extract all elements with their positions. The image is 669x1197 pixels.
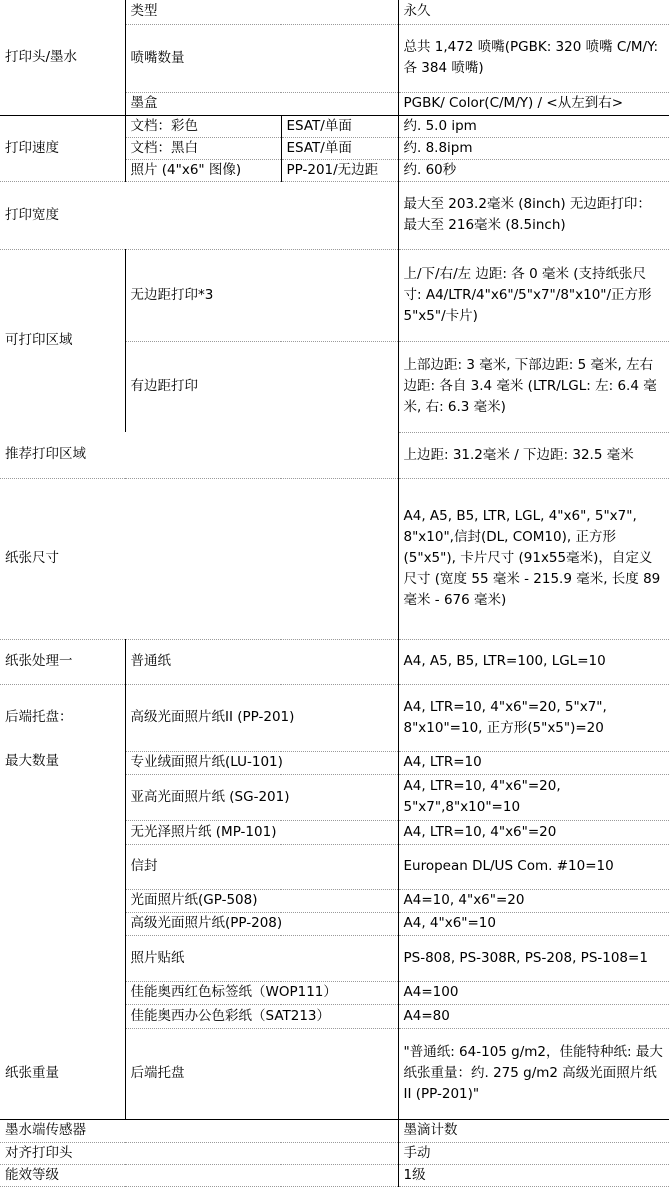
- handling-name-8: 照片贴纸: [125, 935, 398, 981]
- cell-speed-bw-value: 约. 8.8ipm: [398, 137, 669, 159]
- table-row: [0, 0, 669, 24]
- cell-speed-color-value: 约. 5.0 ipm: [398, 115, 669, 137]
- cell-weight-value: "普通纸: 64-105 g/m2，佳能特种纸: 最大纸张重量：约. 275 g/m2 高级光面照片纸 II (PP-201)": [398, 1028, 669, 1119]
- handling-name-4: 无光泽照片纸 (MP-101): [125, 820, 398, 844]
- cell-bordered-value: 上部边距: 3 毫米, 下部边距: 5 毫米, 左右边距: 各自 3.4 毫米 (LTR/LGL: 左: 6.4 毫米, 右: 6.3 毫米): [398, 341, 669, 432]
- cell-nozzle-value: 总共 1,472 喷嘴(PGBK: 320 喷嘴 C/M/Y: 各 384 喷嘴): [398, 24, 669, 92]
- table-row: [0, 181, 669, 249]
- row-label-recommended: 推荐打印区域: [0, 432, 398, 478]
- cell-speed-color-mode: ESAT/单面: [281, 115, 398, 137]
- table-row: [0, 478, 669, 639]
- handling-value-7: A4, 4"x6"=10: [398, 912, 669, 935]
- cell-energy-value: 1级: [398, 1164, 669, 1186]
- row-label-area: 可打印区域: [0, 249, 125, 432]
- cell-speed-photo-mode: PP-201/无边距: [281, 159, 398, 181]
- cell-bordered-label: 有边距打印: [125, 341, 398, 432]
- row-label-alignment: 对齐打印头: [0, 1142, 398, 1164]
- handling-value-2: A4, LTR=10: [398, 751, 669, 774]
- cell-ink-label: 墨盒: [125, 92, 398, 115]
- row-label-handling-2: 后端托盘：: [0, 684, 125, 751]
- table-row: [0, 1164, 669, 1186]
- cell-type-value: 永久: [398, 0, 669, 24]
- handling-value-9: A4=100: [398, 981, 669, 1004]
- handling-name-7: 高级光面照片纸(PP-208): [125, 912, 398, 935]
- row-label-speed: 打印速度: [0, 115, 125, 181]
- row-label-ink-sensor: 墨水端传感器: [0, 1119, 398, 1142]
- handling-name-1: 高级光面照片纸II (PP-201): [125, 684, 398, 751]
- cell-speed-photo-doc: 照片 (4"x6" 图像): [125, 159, 281, 181]
- cell-borderless-value: 上/下/右/左 边距: 各 0 毫米 (支持纸张尺寸: A4/LTR/4"x6"/5"x7"/8"x10"/正方形5"x5"/卡片): [398, 249, 669, 341]
- cell-speed-bw-doc: 文档：黑白: [125, 137, 281, 159]
- cell-paper-size-value: A4, A5, B5, LTR, LGL, 4"x6", 5"x7", 8"x10",信封(DL, COM10), 正方形(5"x5"), 卡片尺寸 (91x55毫米)，自定义尺寸 (宽度 55 毫米 - 215.9 毫米, 长度 89 毫米 - 676 毫米): [398, 478, 669, 639]
- handling-value-0: A4, A5, B5, LTR=100, LGL=10: [398, 639, 669, 684]
- row-label-printhead: 打印头/墨水: [0, 0, 125, 115]
- handling-value-10: A4=80: [398, 1004, 669, 1028]
- cell-speed-photo-value: 约. 60秒: [398, 159, 669, 181]
- table-row: [0, 432, 669, 478]
- cell-weight-sub: 后端托盘: [125, 1028, 398, 1119]
- row-label-weight: 纸张重量: [0, 1028, 125, 1119]
- handling-value-3: A4, LTR=10, 4"x6"=20, 5"x7",8"x10"=10: [398, 774, 669, 820]
- table-row: [0, 1142, 669, 1164]
- cell-ink-sensor-value: 墨滴计数: [398, 1119, 669, 1142]
- handling-value-6: A4=10, 4"x6"=20: [398, 889, 669, 912]
- row-label-handling-1: 纸张处理一: [0, 639, 125, 684]
- cell-recommended-value: 上边距: 31.2毫米 / 下边距: 32.5 毫米: [398, 432, 669, 478]
- cell-width-value: 最大至 203.2毫米 (8inch) 无边距打印：最大至 216毫米 (8.5inch): [398, 181, 669, 249]
- handling-value-1: A4, LTR=10, 4"x6"=20, 5"x7", 8"x10"=10, 正方形(5"x5")=20: [398, 684, 669, 751]
- row-label-handling-3: 最大数量: [0, 751, 125, 1028]
- handling-name-6: 光面照片纸(GP-508): [125, 889, 398, 912]
- table-row: [0, 1119, 669, 1142]
- table-row: [0, 249, 669, 341]
- handling-value-8: PS-808, PS-308R, PS-208, PS-108=1: [398, 935, 669, 981]
- cell-ink-value: PGBK/ Color(C/M/Y) / <从左到右>: [398, 92, 669, 115]
- handling-name-2: 专业绒面照片纸(LU-101): [125, 751, 398, 774]
- handling-name-0: 普通纸: [125, 639, 398, 684]
- cell-nozzle-label: 喷嘴数量: [125, 24, 398, 92]
- table-row: [0, 1028, 669, 1119]
- cell-type-label: 类型: [125, 0, 398, 24]
- handling-name-10: 佳能奥西办公色彩纸（SAT213）: [125, 1004, 398, 1028]
- handling-value-5: European DL/US Com. #10=10: [398, 844, 669, 889]
- row-label-paper-size: 纸张尺寸: [0, 478, 398, 639]
- table-row: [0, 684, 669, 751]
- cell-speed-bw-mode: ESAT/单面: [281, 137, 398, 159]
- cell-borderless-label: 无边距打印*3: [125, 249, 398, 341]
- cell-alignment-value: 手动: [398, 1142, 669, 1164]
- handling-value-4: A4, LTR=10, 4"x6"=20: [398, 820, 669, 844]
- table-row: [0, 639, 669, 684]
- handling-name-3: 亚高光面照片纸 (SG-201): [125, 774, 398, 820]
- handling-name-9: 佳能奥西红色标签纸（WOP111）: [125, 981, 398, 1004]
- table-row: [0, 751, 669, 774]
- row-label-energy: 能效等级: [0, 1164, 398, 1186]
- handling-name-5: 信封: [125, 844, 398, 889]
- row-label-width: 打印宽度: [0, 181, 398, 249]
- table-row: [0, 115, 669, 137]
- cell-speed-color-doc: 文档：彩色: [125, 115, 281, 137]
